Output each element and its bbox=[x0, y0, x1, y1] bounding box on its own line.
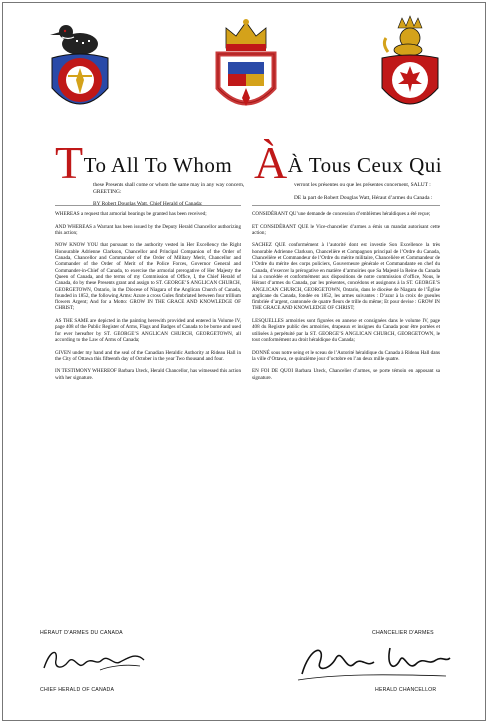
chief-herald-english-caption: CHIEF HERALD OF CANADA bbox=[40, 687, 115, 693]
french-paragraph: DONNÉ sous notre seing et le sceau de l’Autorité héraldique du Canada à Rideau Hall dans la ville d’Ottawa, ce quinzième jour d’octobre en l’an deux mille quatre. bbox=[252, 349, 440, 362]
english-text-column bbox=[55, 202, 241, 387]
lion-crest-emblem bbox=[368, 14, 452, 132]
french-by-line: DE la part de Robert Douglas Watt, Héraut d’armes du Canada : bbox=[294, 194, 433, 201]
french-title: ÀÀ Tous Ceux Qui bbox=[254, 137, 443, 188]
english-paragraph: GIVEN under my hand and the seal of the Canadian Heraldic Authority at Rideau Hall in the City of Ottawa this fifteenth day of October in the year Two thousand and four. bbox=[55, 349, 241, 362]
french-paragraph: LESQUELLES armoiries sont figurées en annexe et consignées dans le volume IV, page 408 du Registre public des armoiries, drapeaux et insignes du Canada pour être portées et utilisées à perpétuité par la ST. GEORGE’S ANGLICAN CHURCH, GEORGETOWN, le tout conformément au droit héraldique du Canada; bbox=[252, 318, 440, 343]
herald-chancellor-french-caption: CHANCELIER D’ARMES bbox=[372, 630, 434, 636]
herald-chancellor-english-caption: HERALD CHANCELLOR bbox=[375, 687, 437, 693]
english-title: TTo All To Whom bbox=[55, 137, 233, 188]
chief-herald-signature bbox=[40, 640, 180, 685]
english-subtitle: these Presents shall come or whom the same may in any way concern, GREETING: bbox=[93, 182, 245, 195]
english-paragraph: WHEREAS a request that armorial bearings be granted has been received; bbox=[55, 211, 207, 217]
crown-shield-emblem bbox=[204, 14, 288, 132]
english-paragraph: AS THE SAME are depicted in the painting herewith provided and entered in Volume IV, page 408 of the Public Register of Arms, Flags and Badges of Canada to be borne and used for ever hereafter by ST. GEORGE’S ANGLICAN CHURCH, GEORGETOWN, all according to the Law of Arms of Canada; bbox=[55, 318, 241, 343]
french-paragraph: EN FOI DE QUOI Barbara Uteck, Chancelier d’armes, se porte témoin en apposant sa signature. bbox=[252, 368, 440, 381]
french-subtitle: verront les présentes ou que les présentes concernent, SALUT : bbox=[294, 182, 431, 188]
french-paragraph: ET CONSIDÉRANT QUE le Vice-chancelier d’armes a émis un mandat autorisant cette action; bbox=[252, 223, 440, 236]
english-paragraph: IN TESTIMONY WHEREOF Barbara Uteck, Herald Chancellor, has witnessed this action with her signature. bbox=[55, 368, 241, 381]
french-paragraph: CONSIDÉRANT QU’une demande de concession d’emblèmes héraldiques a été reçue; bbox=[252, 211, 431, 217]
divider bbox=[55, 205, 241, 206]
french-paragraph: SACHEZ QUE conformément à l’autorité dont est investie Son Excellence la très honorable Adrienne Clarkson, Chancelière et Compagnon principal de l’Ordre du Canada, Chancelière et Commandeur de l’Ordre du mérite militaire, Chancelière et Commandeur de l’Ordre du mérite des corps policiers, Gouverneure générale et Commandante en chef du Canada, d’exercer la prérogative en matière d’armoiries que Sa Majesté la Reine du Canada lui a concédée et conformément aux dispositions de notre commission d’office, Nous, le Héraut d’armes du Canada, par les présentes, concédons et assignons à la ST. GEORGE’S ANGLICAN CHURCH, GEORGETOWN, Ontario, dans le diocèse de Niagara de l’Église anglicane du Canada, fondée en 1852, les armes suivantes : D’azur à la croix de gueules fimbriée d’argent, cantonnée de quatre fleurs de trille du même; Et pour devise : GROW IN THE GRACE AND KNOWLEDGE OF CHRIST; bbox=[252, 242, 440, 312]
english-paragraph: AND WHEREAS a Warrant has been issued by the Deputy Herald Chancellor authorizing this action; bbox=[55, 223, 241, 236]
chief-herald-french-caption: HÉRAUT D’ARMES DU CANADA bbox=[40, 630, 123, 636]
herald-chancellor-signature bbox=[296, 638, 456, 689]
french-text-column bbox=[252, 202, 440, 387]
divider bbox=[252, 205, 440, 206]
loon-crest-emblem bbox=[38, 14, 122, 132]
english-paragraph: NOW KNOW YOU that pursuant to the authority vested in Her Excellency the Right Honourable Adrienne Clarkson, Chancellor and Principal Companion of the Order of Canada, Chancellor and Commander of the Order of Military Merit, Chancellor and Commander of the Order of Merit of the Police Forces, Governor General and Commander-in-Chief of Canada, to exercise the armorial prerogative of Her Majesty the Queen of Canada, and the terms of my Commission of Office, I, the Chief Herald of Canada, do by these Presents grant and assign to ST. GEORGE’S ANGLICAN CHURCH, GEORGETOWN, Ontario, in the Diocese of Niagara of the Anglican Church of Canada, founded in 1852, the following Arms: Azure a cross Gules fimbriated between four trillium flowers Argent; And for a Motto: GROW IN THE GRACE AND KNOWLEDGE OF CHRIST; bbox=[55, 242, 241, 312]
english-by-line: BY Robert Douglas Watt, Chief Herald of Canada: bbox=[93, 201, 203, 208]
